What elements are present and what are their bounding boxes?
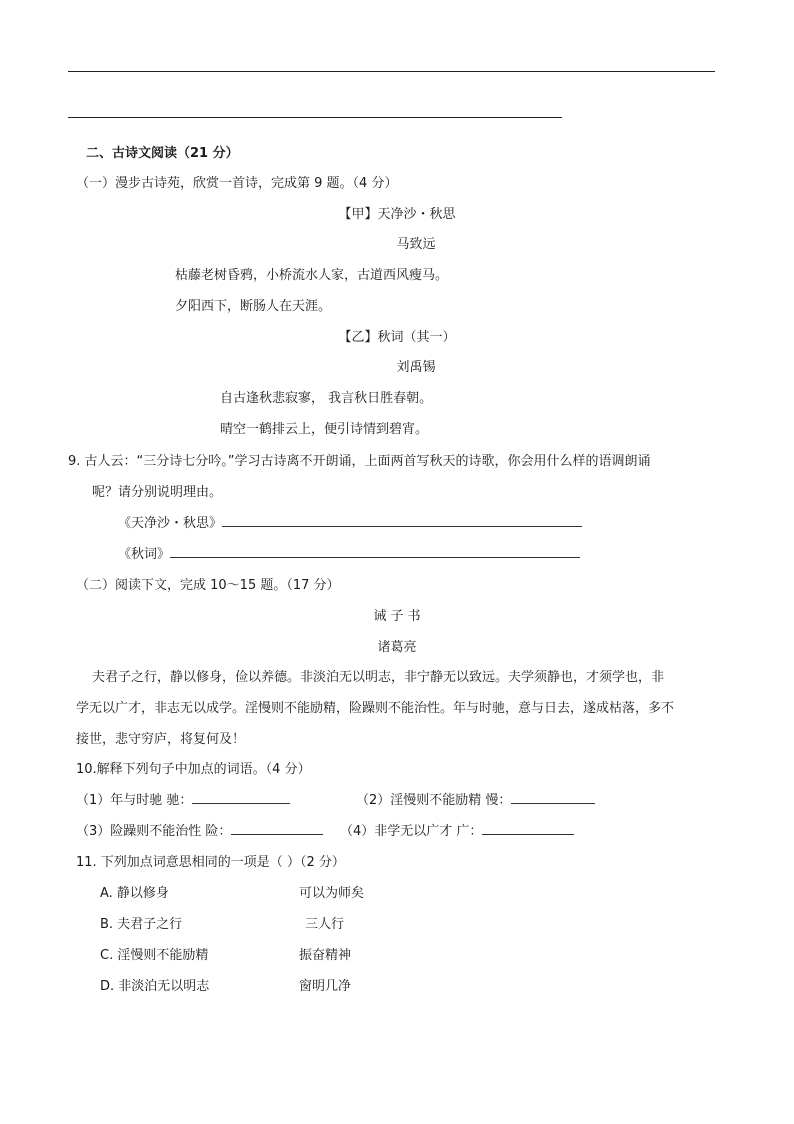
- poem-b-title: 【乙】秋词（其一）: [338, 330, 456, 345]
- q11-option-d-compare: 窗明几净: [299, 979, 352, 994]
- q9-answer-row-2: [118, 543, 580, 562]
- answer-line-continuation: [68, 117, 562, 118]
- essay-line1: 夫君子之行，静以修身，俭以养德。非淡泊无以明志，非宁静无以致远。夫学须静也，才须学也，非: [92, 670, 665, 685]
- poem-a-line2: 夕阳西下，断肠人在天涯。: [175, 299, 332, 314]
- q10-item1-blank[interactable]: [192, 791, 290, 804]
- part2-intro: （二）阅读下文，完成 10～15 题。（17 分）: [76, 578, 340, 593]
- q10-item2: [356, 789, 595, 808]
- q10-item4-label: （4）非学无以广才 广：: [340, 824, 483, 839]
- q10-item1-label: （1）年与时驰 驰：: [76, 793, 193, 808]
- q11-option-c-compare: 振奋精神: [299, 948, 352, 963]
- q11-title: 11. 下列加点词意思相同的一项是（ ）（2 分）: [76, 855, 345, 870]
- poem-b-line2: 晴空一鹤排云上，便引诗情到碧宵。: [220, 422, 429, 437]
- q10-item4-blank[interactable]: [482, 822, 574, 835]
- essay-line2: 学无以广才，非志无以成学。淫慢则不能励精，险躁则不能治性。年与时驰，意与日去，遂成枯落，多不: [76, 701, 675, 716]
- essay-title: 诫 子 书: [373, 609, 421, 624]
- part1-intro: （一）漫步古诗苑，欣赏一首诗，完成第 9 题。（4 分）: [76, 176, 398, 191]
- q9-answer2-label: 《秋词》: [118, 547, 171, 562]
- poem-a-line1: 枯藤老树昏鸦，小桥流水人家，古道西风瘦马。: [175, 268, 449, 283]
- section-title: 二、古诗文阅读（21 分）: [86, 146, 239, 161]
- q10-item2-label: （2）淫慢则不能励精 慢：: [356, 793, 512, 808]
- q10-item3-label: （3）险躁则不能治性 险：: [76, 824, 232, 839]
- poem-b-author: 刘禹锡: [396, 360, 436, 375]
- q10-item1: [76, 789, 290, 808]
- essay-author: 诸葛亮: [377, 640, 417, 655]
- q9-answer2-blank[interactable]: [170, 545, 580, 558]
- q11-option-d[interactable]: D. 非淡泊无以明志: [100, 979, 210, 994]
- q11-option-a[interactable]: A. 静以修身: [100, 886, 169, 901]
- q9-answer1-label: 《天净沙・秋思》: [118, 516, 223, 531]
- q10-item3-blank[interactable]: [231, 822, 323, 835]
- header-rule: [68, 71, 715, 72]
- q9-text-line2: 呢？请分别说明理由。: [92, 485, 223, 500]
- q10-item4: [340, 820, 574, 839]
- q9-answer1-blank[interactable]: [222, 514, 582, 527]
- q10-item2-blank[interactable]: [511, 791, 595, 804]
- q9-answer-row-1: [118, 512, 582, 531]
- q11-option-a-compare: 可以为师矣: [299, 886, 365, 901]
- q11-option-b-compare: 三人行: [305, 917, 345, 932]
- q10-title: 10.解释下列句子中加点的词语。（4 分）: [76, 762, 311, 777]
- q10-item3: [76, 820, 323, 839]
- q11-option-b[interactable]: B. 夫君子之行: [100, 917, 183, 932]
- q9-text-line1: 9. 古人云：“三分诗七分吟。”学习古诗离不开朗诵，上面两首写秋天的诗歌，你会用什么样的语调朗诵: [68, 454, 651, 469]
- essay-line3: 接世，悲守穷庐，将复何及！: [76, 732, 246, 747]
- q11-option-c[interactable]: C. 淫慢则不能励精: [100, 948, 209, 963]
- poem-a-author: 马致远: [396, 237, 436, 252]
- poem-a-title: 【甲】天净沙・秋思: [338, 207, 456, 222]
- poem-b-line1: 自古逢秋悲寂寥， 我言秋日胜春朝。: [220, 391, 433, 406]
